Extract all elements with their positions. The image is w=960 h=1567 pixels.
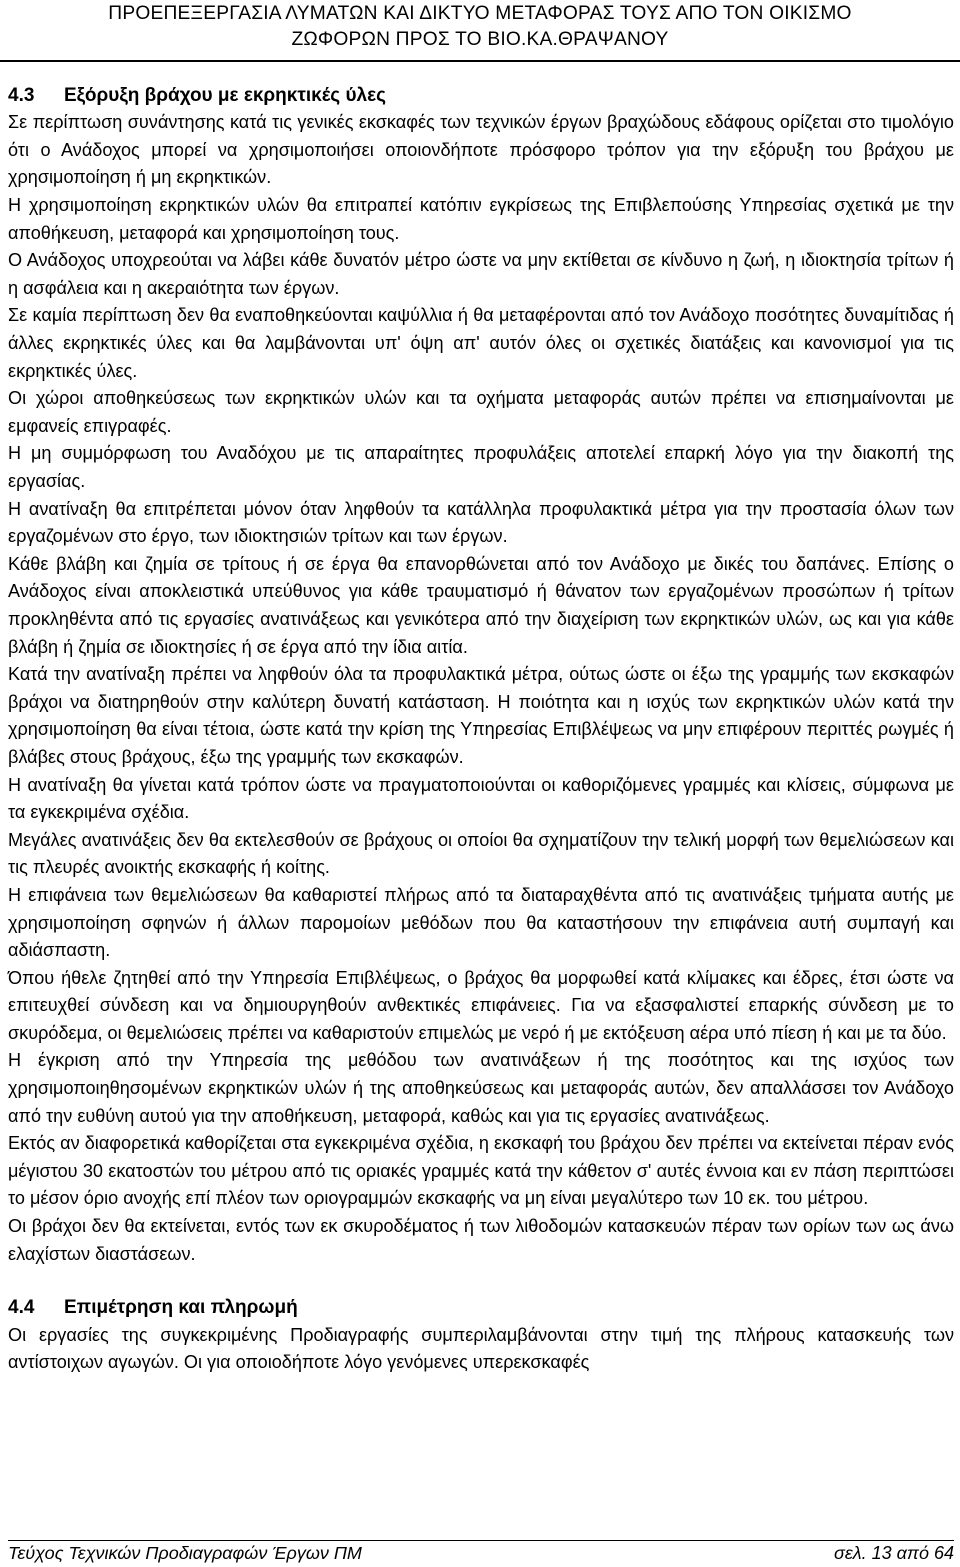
paragraph: Μεγάλες ανατινάξεις δεν θα εκτελεσθούν σε βράχους οι οποίοι θα σχηματίζουν την τελική μορφή των θεμελιώσεων και τις πλευρές ανοικτής εκσκαφής ή κοίτης. <box>8 829 954 878</box>
paragraph: Η επιφάνεια των θεμελιώσεων θα καθαριστεί πλήρως από τα διαταραχθέντα από τις ανατινάξεις τμήματα αυτής με χρησιμοποίηση σφηνών ή άλλων παρομοίων μεθόδων που θα καταστήσουν την επιφάνεια αυτή συμπαγή και αδιάσπαστη. <box>8 884 954 961</box>
page-header <box>0 0 960 62</box>
footer-page-number: σελ. 13 από 64 <box>833 1543 954 1563</box>
section-title: Εξόρυξη βράχου με εκρηκτικές ύλες <box>64 85 386 106</box>
paragraph: Οι βράχοι δεν θα εκτείνεται, εντός των εκ σκυροδέματος ή των λιθοδομών κατασκευών πέραν των ορίων των ως άνω ελαχίστων διαστάσεων. <box>8 1216 954 1264</box>
section-number: 4.4 <box>8 1297 35 1319</box>
paragraph: Εκτός αν διαφορετικά καθορίζεται στα εγκεκριμένα σχέδια, η εκσκαφή του βράχου δεν πρέπει να εκτείνεται πέραν ενός μέγιστου 30 εκατοστών του μέτρου από τις οριακές γραμμές κατά την κάθετον σ' αυτές έννοια και εν πάση περιπτώσει το μέσον όριο ανοχής επί πλέον των οριογραμμών εκσκαφής να μη είναι μεγαλύτερο των 10 εκ. του μέτρου. <box>8 1133 954 1209</box>
document-body <box>8 82 954 1377</box>
paragraph: Η έγκριση από την Υπηρεσία της μεθόδου των ανατινάξεων ή της ποσότητος και της ισχύος των χρησιμοποιηθησομένων εκρηκτικών υλών ή της αποθηκεύσεως και μεταφοράς αυτών, δεν απαλλάσσει τον Ανάδοχο από την ευθύνη αυτού για την αποθήκευση, μεταφορά, καθώς και για τις εργασίες ανατινάξεως. <box>8 1050 954 1126</box>
paragraph: Σε περίπτωση συνάντησης κατά τις γενικές εκσκαφές των τεχνικών έργων βραχώδους εδάφους ορίζεται στο τιμολόγιο ότι ο Ανάδοχος μπορεί να χρησιμοποιήσει οποιονδήποτε πρόσφορο τρόπον για την εξόρυξη του βράχου με χρησιμοποίηση ή μη εκρηκτικών. <box>8 112 954 188</box>
paragraph: Κάθε βλάβη και ζημία σε τρίτους ή σε έργα θα επανορθώνεται από τον Ανάδοχο με δικές του δαπάνες. Επίσης ο Ανάδοχος είναι αποκλειστικά υπεύθυνος για κάθε τραυματισμό ή θάνατον των εργαζομένων προσώπων ή τρίτων προκληθέντα από τις εργασίες ανατινάξεως και γενικότερα από την διαχείριση των εκρηκτικών υλών, ως και για κάθε βλάβη ή ζημία σε ιδιοκτησίες ή σε έργα από την ίδια αιτία. <box>8 553 954 657</box>
paragraph: Οι εργασίες της συγκεκριμένης Προδιαγραφής συμπεριλαμβάνονται στην τιμή της πλήρους κατασκευής των αντίστοιχων αγωγών. Οι για οποιοδήποτε λόγο γενόμενες υπερεκσκαφές <box>8 1324 954 1373</box>
section-heading-4-4 <box>8 1294 954 1321</box>
page-footer <box>8 1540 954 1565</box>
header-line-1: ΠΡΟΕΠΕΞΕΡΓΑΣΙΑ ΛΥΜΑΤΩΝ ΚΑΙ ΔΙΚΤΥΟ ΜΕΤΑΦΟΡΑΣ ΤΟΥΣ ΑΠΟ ΤΟΝ ΟΙΚΙΣΜΟ <box>108 3 852 24</box>
paragraph: Όπου ήθελε ζητηθεί από την Υπηρεσία Επιβλέψεως, ο βράχος θα μορφωθεί κατά κλίμακες και έδρες, έτσι ώστε να επιτευχθεί σύνδεση και να δημιουργηθούν ανθεκτικές επιφάνειες. Για να εξασφαλιστεί επαρκής σύνδεση με το σκυρόδεμα, οι θεμελιώσεις πρέπει να καθαριστούν επιμελώς με νερό ή με εκτόξευση αέρα υπό πίεση ή και με τα δύο. <box>8 967 954 1043</box>
paragraph: Η χρησιμοποίηση εκρηκτικών υλών θα επιτραπεί κατόπιν εγκρίσεως της Επιβλεπούσης Υπηρεσίας σχετικά με την αποθήκευση, μεταφορά και χρησιμοποίηση τους. <box>8 195 954 243</box>
paragraph: Η ανατίναξη θα γίνεται κατά τρόπον ώστε να πραγματοποιούνται οι καθοριζόμενες γραμμές και κλίσεις, σύμφωνα με τα εγκεκριμένα σχέδια. <box>8 774 954 823</box>
paragraph: Κατά την ανατίναξη πρέπει να ληφθούν όλα τα προφυλακτικά μέτρα, ούτως ώστε οι έξω της γραμμής των εκσκαφών βράχοι να διατηρηθούν στην καλύτερη δυνατή κατάσταση. Η ποιότητα και η ισχύς των εκρηκτικών υλών κατά την χρησιμοποίηση θα είναι τέτοια, ώστε κατά την κρίση της Υπηρεσίας Επιβλέψεως να μην επιφέρουν περιττές ρωγμές ή βλάβες στους βράχους, έξω της γραμμής των εκσκαφών. <box>8 664 954 767</box>
paragraph: Σε καμία περίπτωση δεν θα εναποθηκεύονται καψύλλια ή θα μεταφέρονται από τον Ανάδοχο ποσότητες δυναμίτιδας ή άλλες εκρηκτικές ύλες και θα λαμβάνονται υπ' όψη απ' αυτόν όλες οι σχετικές διατάξεις και κανονισμοί για τις εκρηκτικές ύλες. <box>8 305 954 381</box>
paragraph: Η ανατίναξη θα επιτρέπεται μόνον όταν ληφθούν τα κατάλληλα προφυλακτικά μέτρα για την προστασία όλων των εργαζομένων στο έργο, των ιδιοκτησιών τρίτων και των έργων. <box>8 498 954 547</box>
section-spacer <box>8 1268 954 1294</box>
section-title: Επιμέτρηση και πληρωμή <box>64 1297 298 1319</box>
footer-document-title: Τεύχος Τεχνικών Προδιαγραφών Έργων ΠΜ <box>8 1543 362 1563</box>
section-heading-4-3 <box>8 82 954 109</box>
header-line-2: ΖΩΦΟΡΩΝ ΠΡΟΣ ΤΟ ΒΙΟ.ΚΑ.ΘΡΑΨΑΝΟΥ <box>291 29 669 50</box>
section-number: 4.3 <box>8 85 35 106</box>
paragraph: Η μη συμμόρφωση του Αναδόχου με τις απαραίτητες προφυλάξεις αποτελεί επαρκή λόγο για την διακοπή της εργασίας. <box>8 443 954 492</box>
paragraph: Ο Ανάδοχος υποχρεούται να λάβει κάθε δυνατόν μέτρο ώστε να μην εκτίθεται σε κίνδυνο η ζωή, η ιδιοκτησία τρίτων ή η ασφάλεια και η ακεραιότητα των έργων. <box>8 250 954 298</box>
paragraph: Οι χώροι αποθηκεύσεως των εκρηκτικών υλών και τα οχήματα μεταφοράς αυτών πρέπει να επισημαίνονται με εμφανείς επιγραφές. <box>8 388 954 436</box>
